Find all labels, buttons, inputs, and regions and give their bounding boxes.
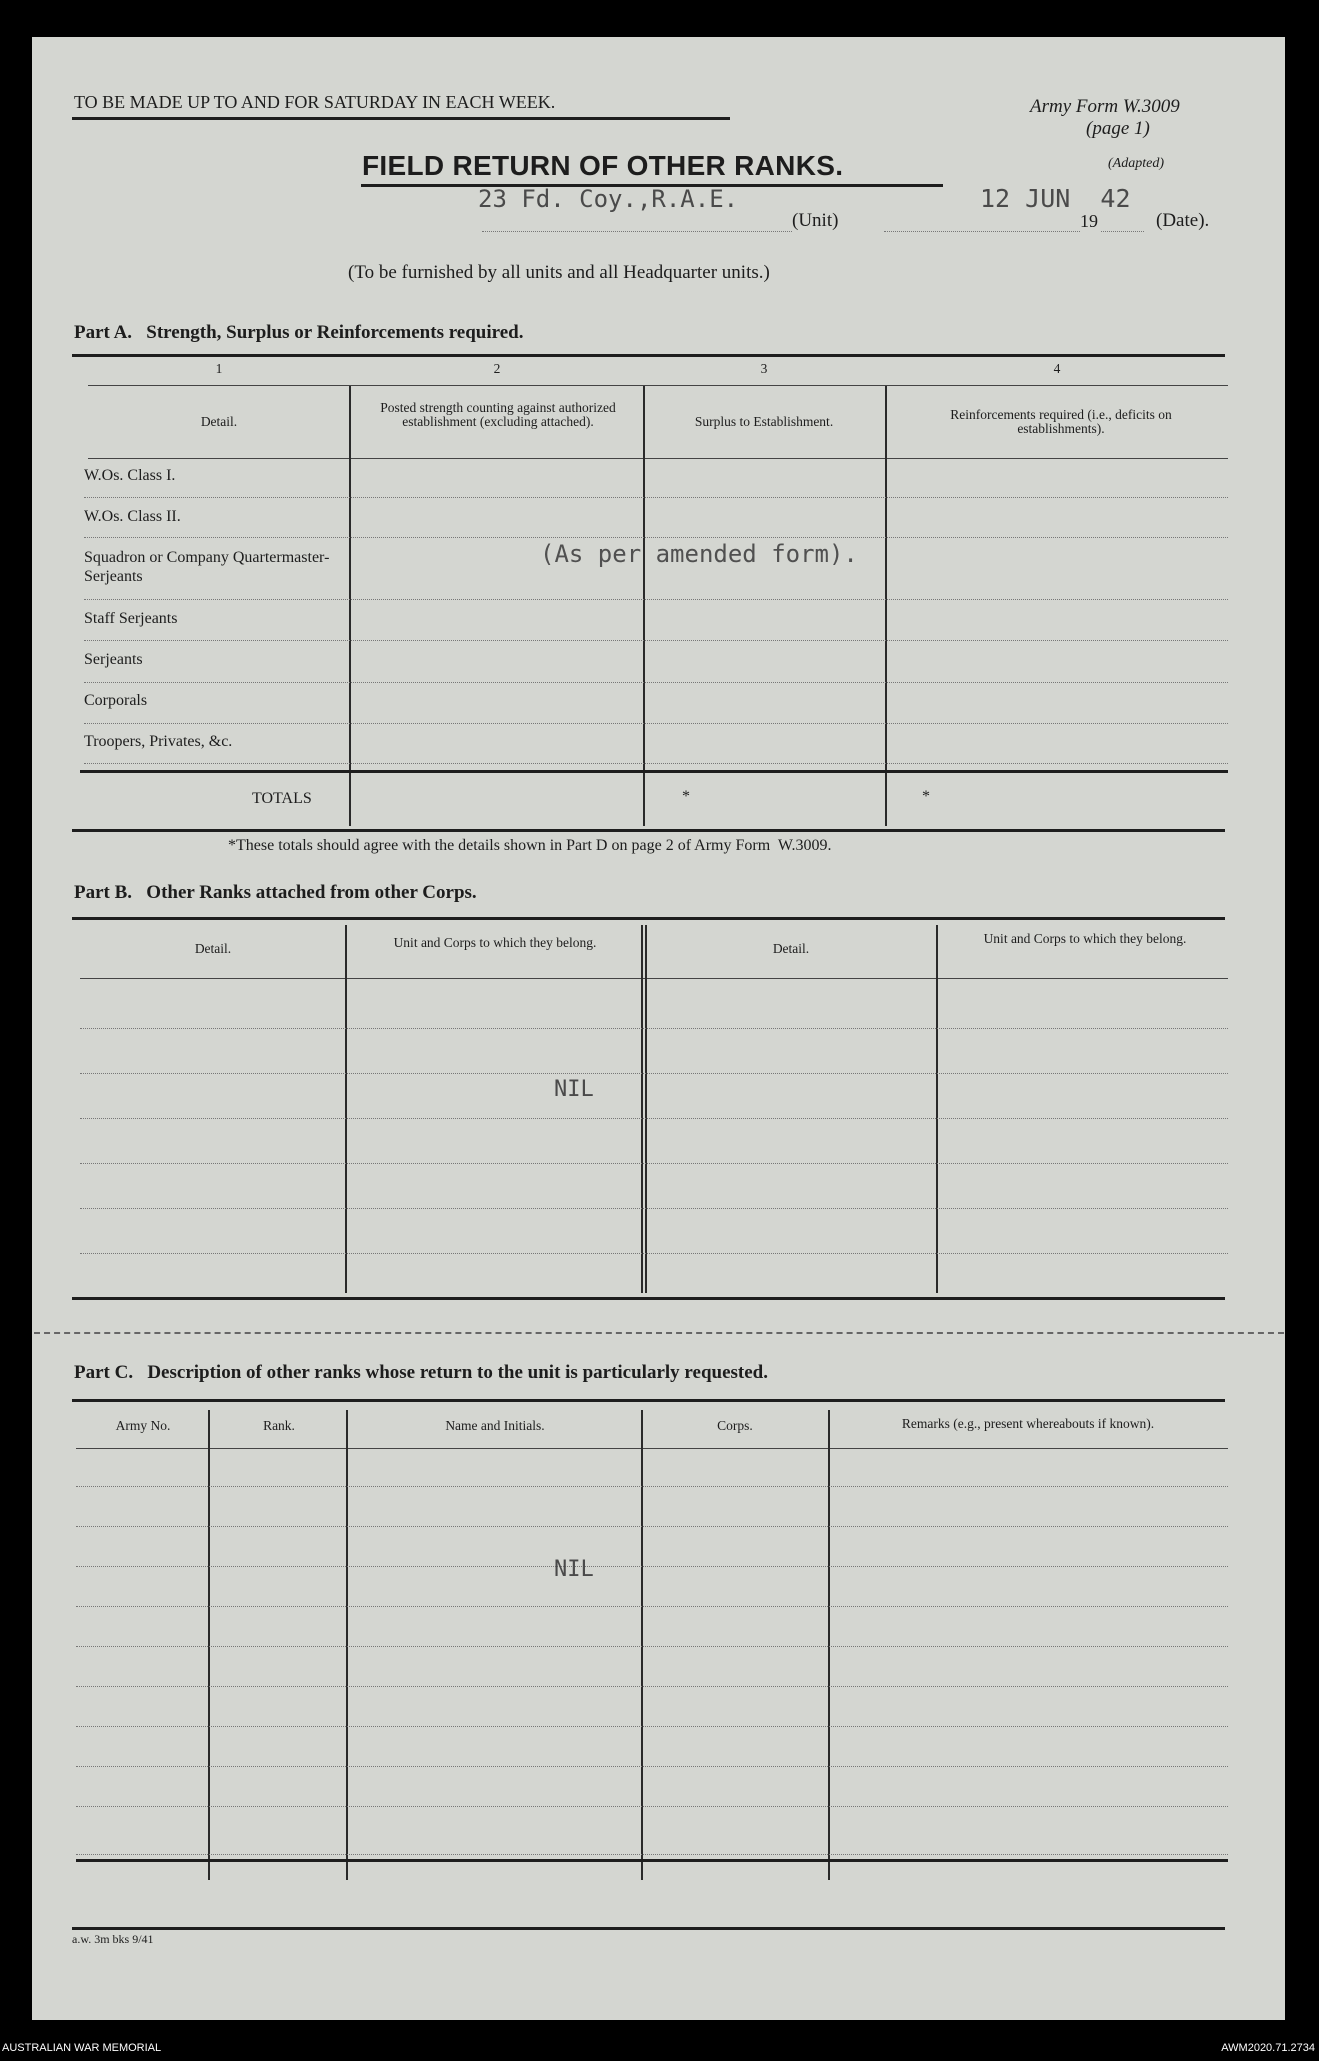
part-c-vline-1 [208, 1410, 210, 1880]
row-wos-class-2: W.Os. Class II. [84, 508, 181, 525]
date-label: (Date). [1156, 210, 1210, 231]
part-c-row-sep [76, 1854, 1228, 1855]
part-c-vline-3 [641, 1410, 643, 1880]
page-title: FIELD RETURN OF OTHER RANKS. [362, 150, 844, 181]
unit-dotted-line [482, 231, 792, 232]
header-posted-strength: Posted strength counting against authorized establishment (excluding attached). [380, 400, 616, 429]
col-number-4: 4 [1053, 361, 1061, 376]
part-b-heading: Part B. Other Ranks attached from other Corps. [74, 882, 477, 903]
part-b-top-rule [72, 917, 1225, 920]
col-number-1: 1 [215, 361, 223, 376]
totals-label: TOTALS [252, 790, 312, 807]
part-a-row-sep [84, 537, 1228, 538]
part-b-vline-1 [345, 925, 347, 1293]
part-a-row-sep [84, 723, 1228, 724]
part-c-row-sep [76, 1806, 1228, 1807]
part-c-row-sep [76, 1486, 1228, 1487]
row-corporals: Corporals [84, 692, 148, 709]
part-b-vline-2 [641, 925, 643, 1293]
part-a-top-rule [72, 354, 1225, 357]
part-c-row-sep [76, 1726, 1228, 1727]
instruction-underline [72, 117, 730, 120]
row-staff-serjeants: Staff Serjeants [84, 610, 178, 627]
date-value: 12 JUN 42 [980, 184, 1131, 213]
col-number-rule [88, 385, 1228, 386]
part-b-row-sep [80, 1118, 1228, 1119]
page-number: (page 1) [1086, 118, 1150, 139]
row-cqms [84, 548, 344, 586]
unit-value: 23 Fd. Coy.,R.A.E. [478, 185, 739, 213]
row-serjeants: Serjeants [84, 651, 143, 668]
part-a-heading: Part A. Strength, Surplus or Reinforcements required. [74, 322, 524, 343]
print-code: a.w. 3m bks 9/41 [72, 1932, 154, 1946]
part-c-header-remarks: Remarks (e.g., present whereabouts if known). [901, 1416, 1155, 1431]
part-c-header-corps: Corps. [717, 1418, 753, 1433]
form-id: Army Form W.3009 [1030, 96, 1180, 117]
part-c-header-name: Name and Initials. [445, 1418, 545, 1433]
part-a-vline-1 [349, 386, 351, 826]
archive-name: AUSTRALIAN WAR MEMORIAL [2, 2042, 162, 2054]
part-b-vline-2b [645, 925, 647, 1293]
header-rule [88, 458, 1228, 459]
perforation-line [34, 1332, 1284, 1334]
part-c-row-sep [76, 1766, 1228, 1767]
part-c-total-rule [76, 1859, 1228, 1862]
part-a-row-sep [84, 640, 1228, 641]
part-c-row-sep [76, 1526, 1228, 1527]
part-c-vline-4 [828, 1410, 830, 1880]
year-prefix: 19 [1080, 211, 1098, 231]
part-b-header-unit-1: Unit and Corps to which they belong. [393, 935, 597, 950]
row-wos-class-1: W.Os. Class I. [84, 467, 176, 484]
row-cqms-label: Squadron or Company Quartermaster-Serjeants [84, 549, 330, 585]
part-b-header-unit-2: Unit and Corps to which they belong. [983, 931, 1187, 946]
part-c-row-sep [76, 1566, 1228, 1567]
part-b-header-detail-2: Detail. [772, 941, 810, 956]
part-b-header-rule [80, 978, 1228, 979]
date-dotted-line [884, 231, 1080, 232]
part-b-row-sep [80, 1073, 1228, 1074]
header-detail: Detail. [200, 414, 238, 429]
date-dotted-line-2 [1101, 231, 1144, 232]
part-c-nil-entry: NIL [554, 1557, 594, 1582]
archive-reference: AWM2020.71.2734 [1221, 2042, 1315, 2054]
part-c-row-sep [76, 1686, 1228, 1687]
part-c-vline-2 [346, 1410, 348, 1880]
col-number-3: 3 [760, 361, 768, 376]
header-surplus: Surplus to Establishment. [694, 414, 834, 429]
part-a-row-sep [84, 599, 1228, 600]
row-troopers: Troopers, Privates, &c. [84, 733, 233, 750]
subtitle: (To be furnished by all units and all Headquarter units.) [348, 262, 770, 283]
totals-mark-reinforcements: * [922, 788, 930, 805]
part-c-header-army-no: Army No. [115, 1418, 171, 1433]
part-c-header-rank: Rank. [263, 1418, 295, 1433]
part-b-row-sep [80, 1208, 1228, 1209]
part-c-row-sep [76, 1606, 1228, 1607]
instruction-text: TO BE MADE UP TO AND FOR SATURDAY IN EACH WEEK. [74, 92, 556, 112]
part-c-header-rule [76, 1448, 1228, 1449]
part-a-vline-2 [643, 386, 645, 826]
unit-label: (Unit) [792, 210, 839, 231]
part-b-row-sep [80, 1163, 1228, 1164]
part-a-footnote: *These totals should agree with the details shown in Part D on page 2 of Army Form W.3009. [228, 837, 832, 854]
part-a-bottom-rule [72, 829, 1225, 832]
totals-mark-surplus: * [682, 788, 690, 805]
part-b-nil-entry: NIL [554, 1077, 594, 1102]
part-c-row-sep [76, 1646, 1228, 1647]
part-b-vline-3 [936, 925, 938, 1293]
part-c-bottom-rule [72, 1927, 1225, 1930]
part-a-vline-3 [885, 386, 887, 826]
part-c-heading: Part C. Description of other ranks whose return to the unit is particularly requested. [74, 1362, 768, 1383]
amended-form-note: (As per amended form). [540, 540, 858, 568]
part-a-row-sep [84, 763, 1228, 764]
col-number-2: 2 [493, 361, 501, 376]
part-c-top-rule [72, 1399, 1225, 1402]
part-a-row-sep [84, 497, 1228, 498]
part-b-row-sep [80, 1253, 1228, 1254]
adapted-label: (Adapted) [1108, 156, 1164, 171]
part-a-row-sep [84, 682, 1228, 683]
part-b-bottom-rule [72, 1297, 1225, 1300]
part-b-row-sep [80, 1028, 1228, 1029]
part-b-header-detail-1: Detail. [194, 941, 232, 956]
header-reinforcements: Reinforcements required (i.e., deficits on establishments). [950, 407, 1172, 436]
totals-top-rule [80, 770, 1228, 773]
